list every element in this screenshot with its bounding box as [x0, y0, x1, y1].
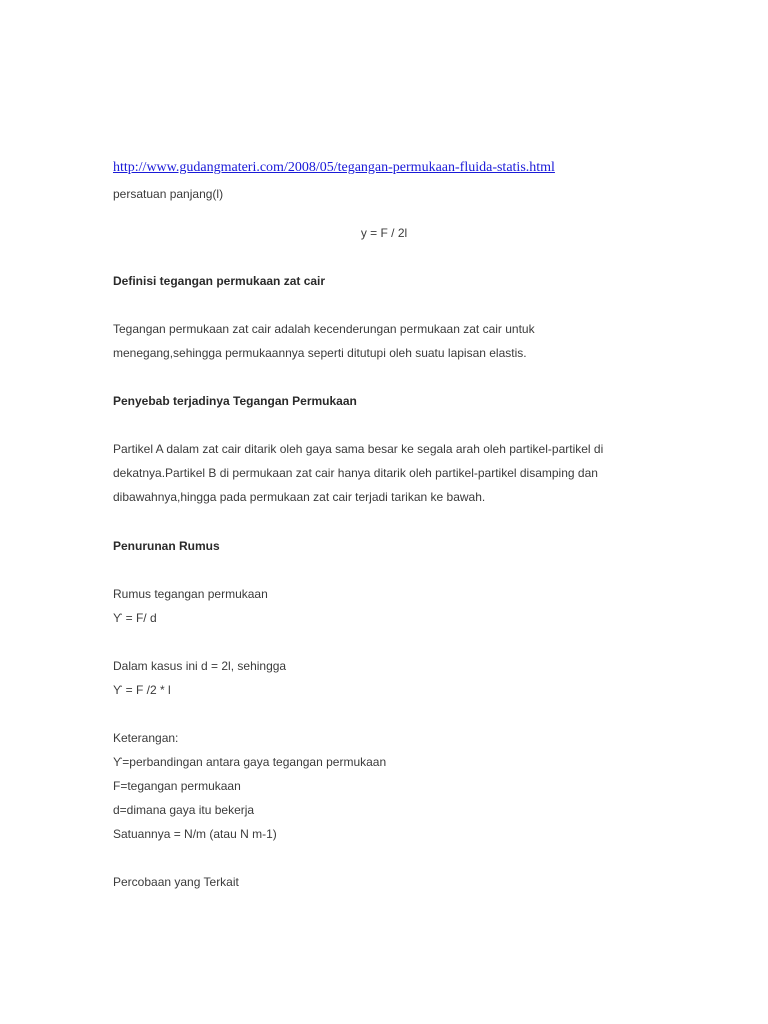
- paragraph-line: dibawahnya,hingga pada permukaan zat cair terjadi tarikan ke bawah.: [113, 490, 486, 504]
- case-formula: ϒ = F /2 * l: [113, 683, 171, 697]
- heading-penurunan-rumus: Penurunan Rumus: [113, 539, 220, 553]
- formula-label: Rumus tegangan permukaan: [113, 587, 268, 601]
- keterangan-item: d=dimana gaya itu bekerja: [113, 803, 255, 817]
- keterangan-item: F=tegangan permukaan: [113, 779, 241, 793]
- intro-line: persatuan panjang(l): [113, 187, 224, 201]
- keterangan-item: ϒ=perbandingan antara gaya tegangan permukaan: [113, 755, 387, 769]
- paragraph-line: dekatnya.Partikel B di permukaan zat cair hanya ditarik oleh partikel-partikel disamping dan: [113, 466, 598, 480]
- formula-line: ϒ = F/ d: [113, 611, 157, 625]
- heading-penyebab: Penyebab terjadinya Tegangan Permukaan: [113, 394, 357, 408]
- paragraph-line: Tegangan permukaan zat cair adalah kecenderungan permukaan zat cair untuk: [113, 322, 535, 336]
- paragraph-line: Partikel A dalam zat cair ditarik oleh gaya sama besar ke segala arah oleh partikel-partikel di: [113, 442, 604, 456]
- paragraph-line: menegang,sehingga permukaannya seperti ditutupi oleh suatu lapisan elastis.: [113, 346, 527, 360]
- keterangan-label: Keterangan:: [113, 731, 179, 745]
- formula-centered: y = F / 2l: [360, 226, 408, 240]
- heading-definisi: Definisi tegangan permukaan zat cair: [113, 274, 326, 288]
- source-link[interactable]: http://www.gudangmateri.com/2008/05/tegangan-permukaan-fluida-statis.html: [113, 160, 555, 175]
- case-text: Dalam kasus ini d = 2l, sehingga: [113, 659, 287, 673]
- keterangan-item: Satuannya = N/m (atau N m-1): [113, 827, 277, 841]
- related-heading: Percobaan yang Terkait: [113, 875, 239, 889]
